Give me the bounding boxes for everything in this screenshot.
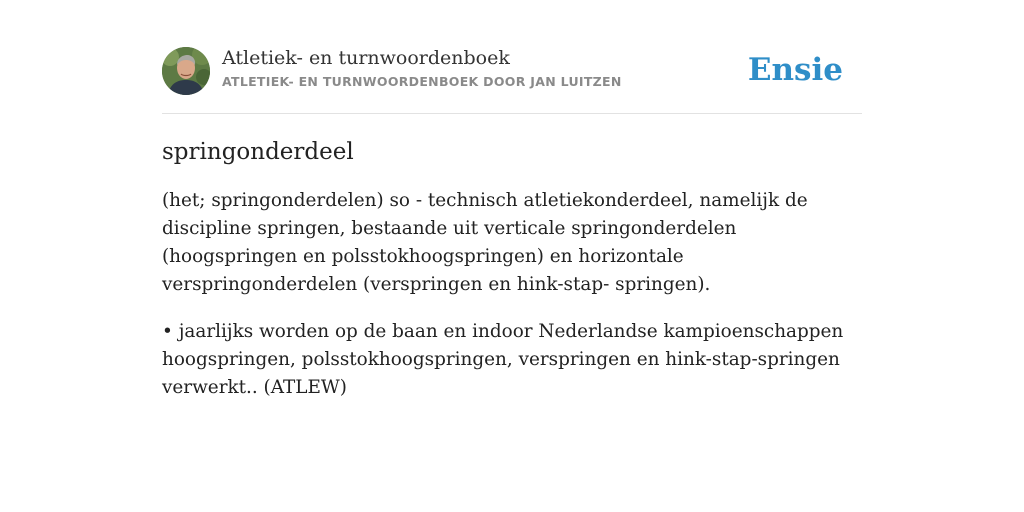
header-text — [222, 45, 622, 92]
dictionary-subtitle: ATLETIEK- EN TURNWOORDENBOEK DOOR JAN LUITZEN — [222, 74, 622, 89]
brand-logo[interactable]: Ensie — [747, 52, 843, 88]
entry-term: springonderdeel — [162, 139, 354, 165]
entry-card — [162, 45, 862, 402]
dictionary-title[interactable]: Atletiek- en turnwoordenboek — [222, 47, 510, 69]
entry-definition: (het; springonderdelen) so - technisch atletiekonderdeel, namelijk de discipline springen, bestaande uit verticale springonderdelen (hoogspringen en polsstokhoogspringen) en horizontale verspringonderdelen (verspringen en hink-stap- springen). — [162, 190, 808, 295]
dictionary-header — [162, 45, 862, 114]
author-portrait-icon — [162, 47, 210, 95]
entry-example: • jaarlijks worden op de baan en indoor Nederlandse kampioenschappen hoogspringen, polsstokhoogspringen, verspringen en hink-stap-springen verwerkt.. (ATLEW) — [162, 321, 844, 398]
author-avatar[interactable] — [162, 47, 210, 95]
